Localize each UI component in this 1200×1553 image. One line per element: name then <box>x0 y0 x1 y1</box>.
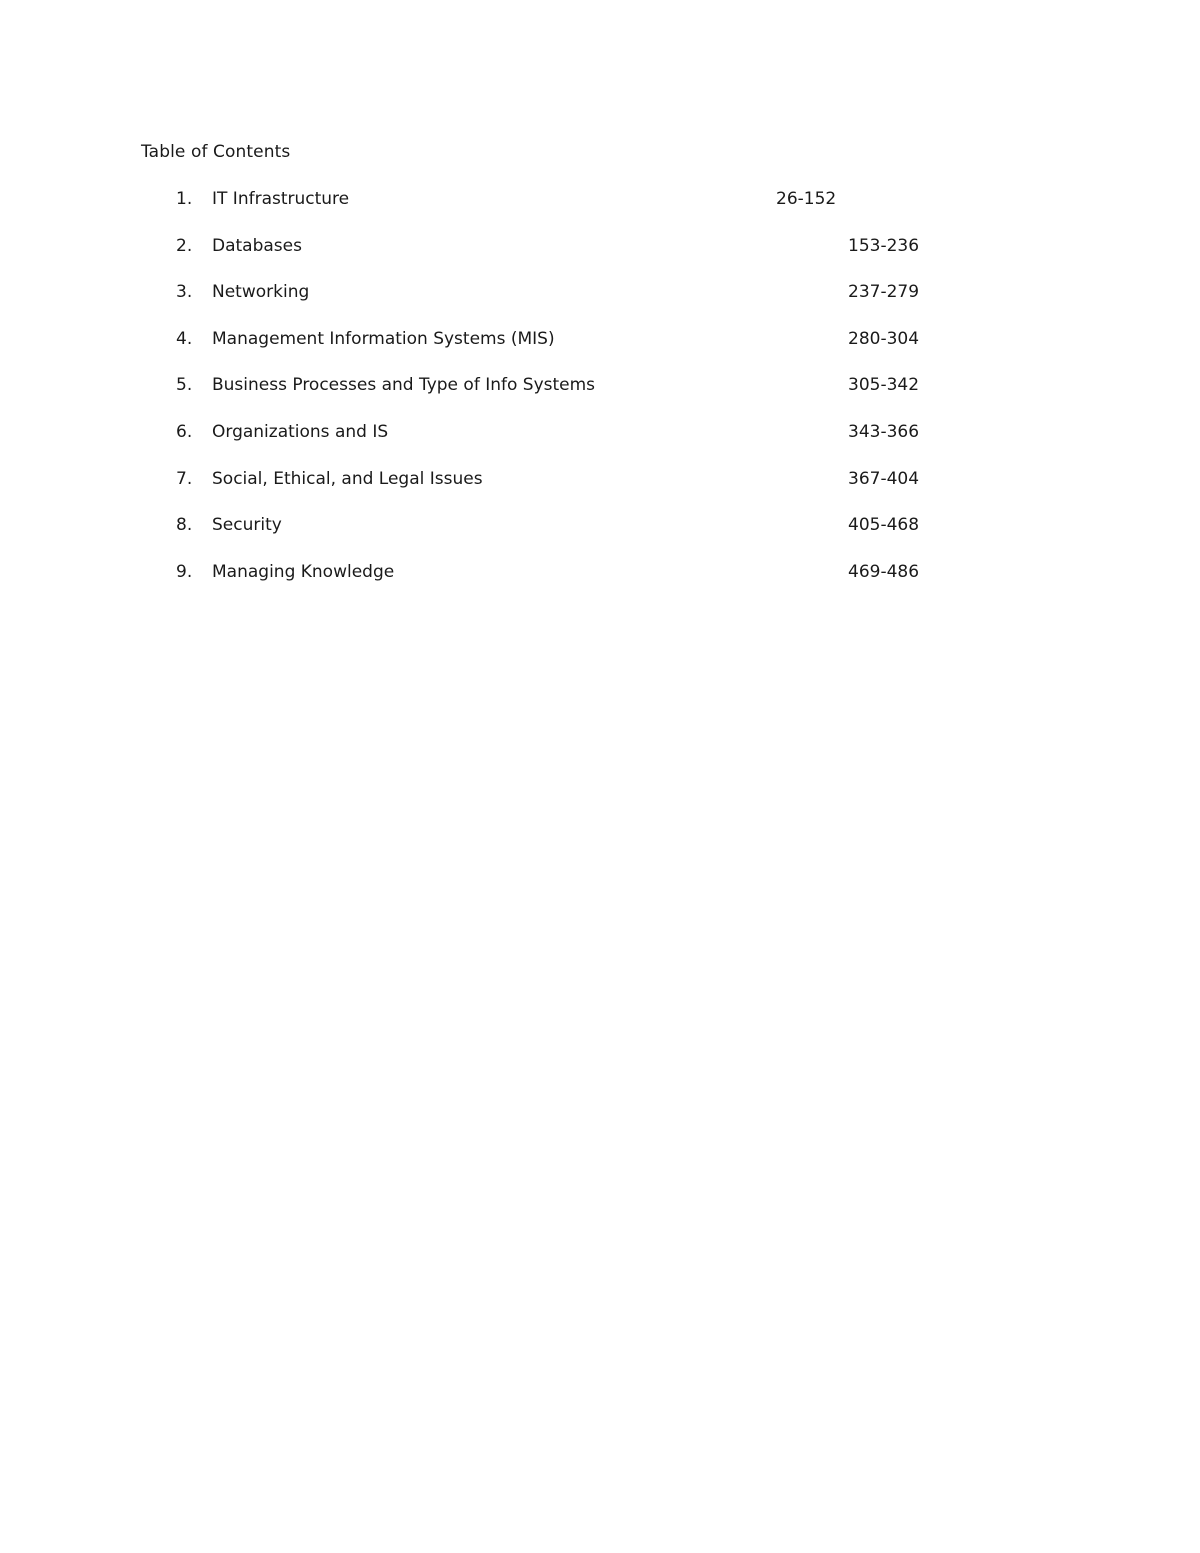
toc-entry-number: 2. <box>176 235 193 256</box>
toc-entry <box>0 374 1200 421</box>
toc-entry <box>0 468 1200 515</box>
toc-entry-pages: 280-304 <box>848 328 920 349</box>
toc-entry-number: 4. <box>176 328 193 349</box>
toc-entry-number: 6. <box>176 421 193 442</box>
toc-entry <box>0 328 1200 375</box>
toc-entry-number: 5. <box>176 375 193 396</box>
toc-entry-number: 8. <box>176 515 193 536</box>
toc-entry-number: 7. <box>176 468 193 489</box>
toc-entry <box>0 514 1200 561</box>
toc-entry-pages: 469-486 <box>848 561 920 582</box>
toc-entry-number: 9. <box>176 561 193 582</box>
toc-entry-number: 1. <box>176 189 193 209</box>
toc-entry-chapter: Management Information Systems (MIS) <box>212 328 555 349</box>
toc-entry-chapter: IT Infrastructure <box>212 189 350 209</box>
toc-entry <box>0 561 1200 608</box>
toc-title: Table of Contents <box>141 142 291 162</box>
toc-entry-pages: 305-342 <box>848 375 920 396</box>
toc-entry-chapter: Social, Ethical, and Legal Issues <box>212 468 483 489</box>
toc-entry-chapter: Databases <box>212 235 302 256</box>
toc-entry-pages: 237-279 <box>848 282 920 303</box>
toc-entry <box>0 188 1200 235</box>
toc-entry-chapter: Business Processes and Type of Info Systems <box>212 375 596 396</box>
toc-entry <box>0 235 1200 282</box>
toc-entry-chapter: Managing Knowledge <box>212 561 395 582</box>
toc-entry-pages: 343-366 <box>848 421 920 442</box>
toc-entry-chapter: Organizations and IS <box>212 421 389 442</box>
toc-entry-pages: 405-468 <box>848 515 920 536</box>
toc-entry-pages: 367-404 <box>848 468 920 489</box>
toc-entry-number: 3. <box>176 282 193 303</box>
toc-entry <box>0 281 1200 328</box>
toc-entry-chapter: Security <box>212 515 282 536</box>
toc-entry <box>0 421 1200 468</box>
toc-entry-chapter: Networking <box>212 282 310 303</box>
toc-entry-pages: 153-236 <box>848 235 920 256</box>
toc-list <box>0 188 1200 607</box>
toc-entry-pages: 26-152 <box>776 189 837 209</box>
